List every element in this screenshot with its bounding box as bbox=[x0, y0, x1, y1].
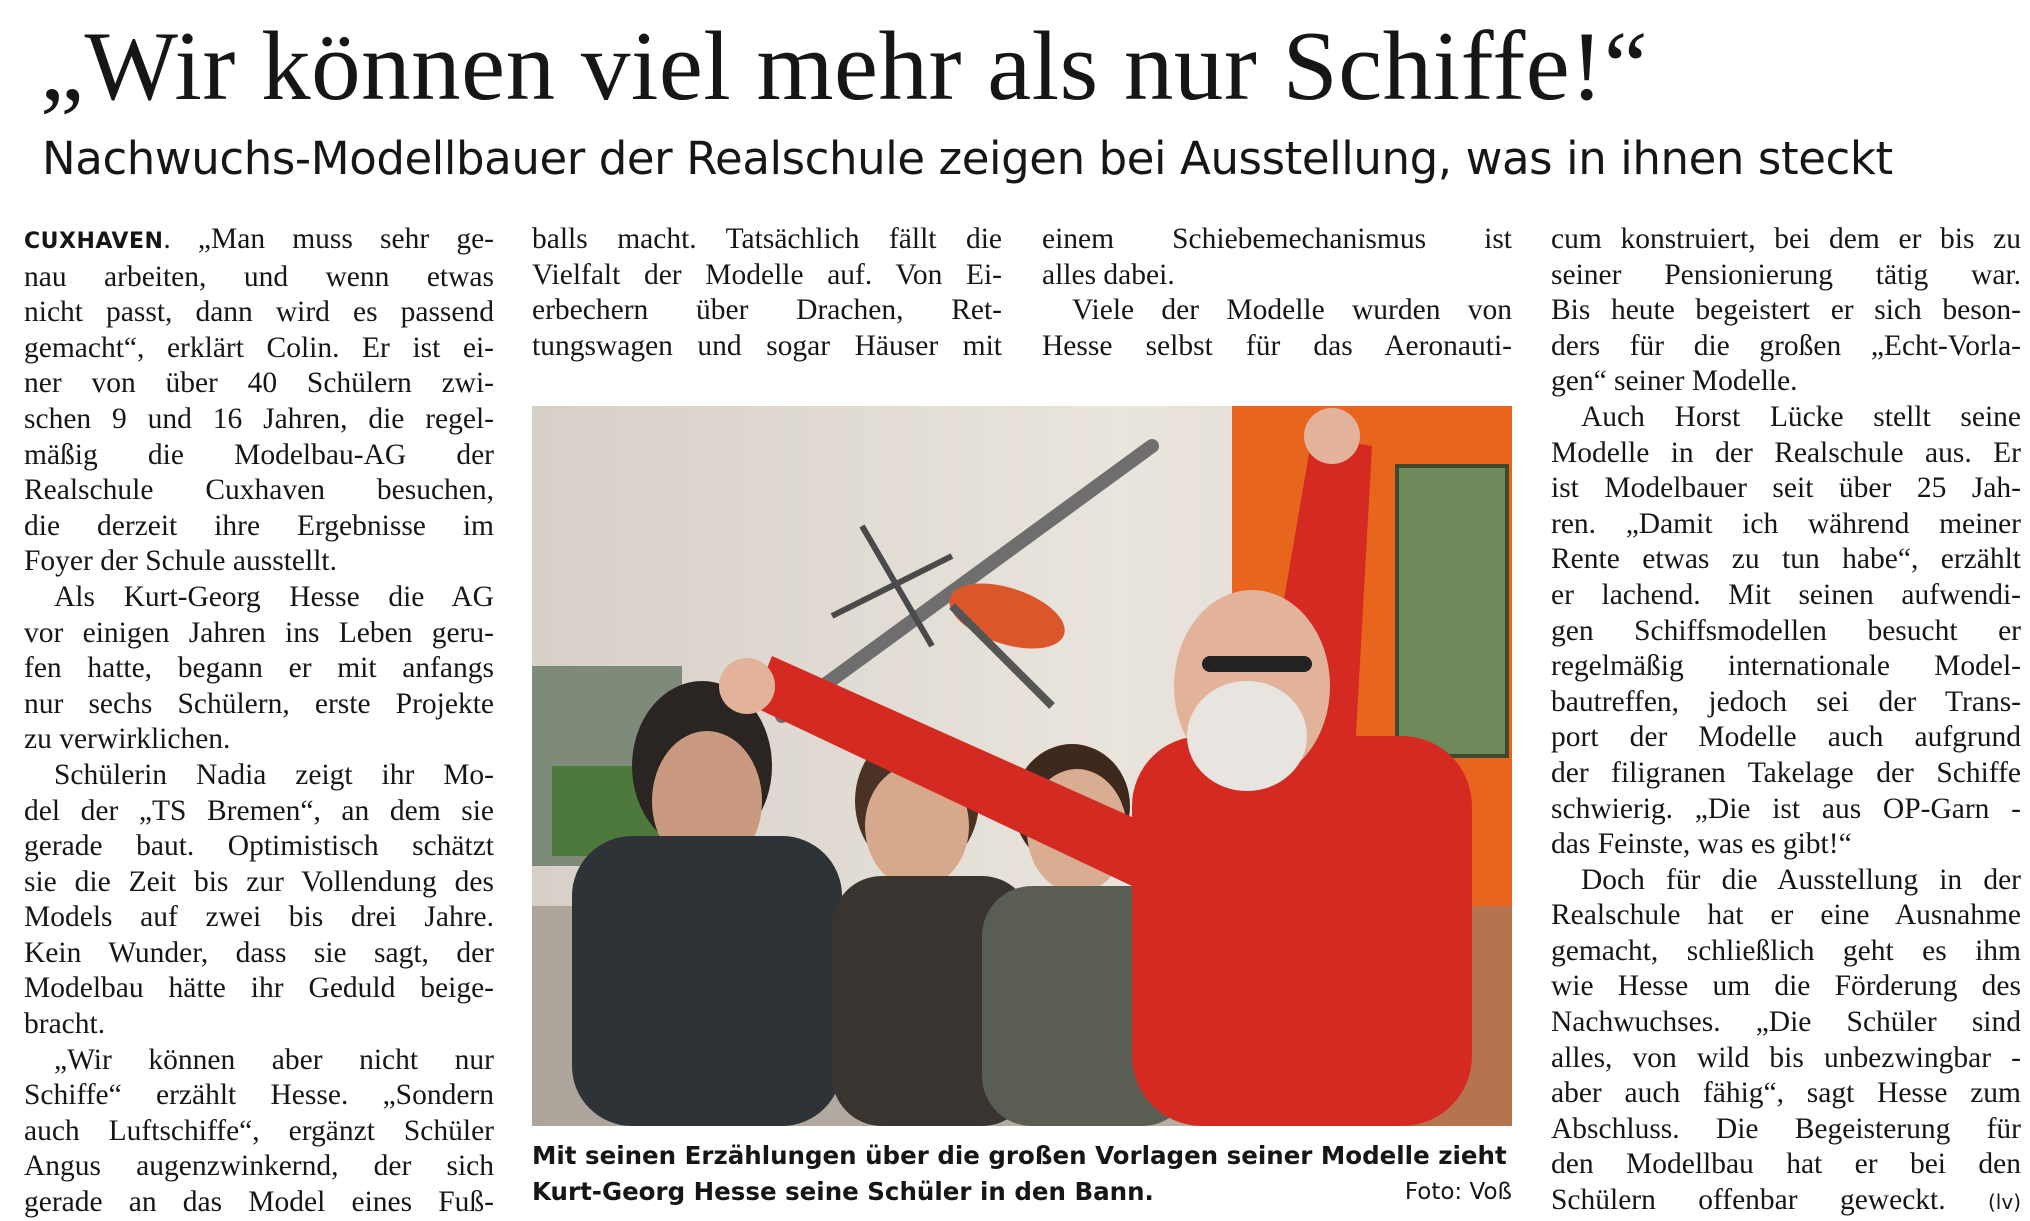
text-line: alles dabei. bbox=[1042, 258, 1175, 291]
paragraph bbox=[1551, 863, 2021, 1221]
article-column-3 bbox=[1042, 222, 1512, 364]
text-line: Hesse selbst für das Aeronauti- bbox=[1042, 329, 1512, 362]
text-line: regelmäßig internationale Model- bbox=[1551, 650, 2021, 683]
text-line: CUXHAVEN. „Man muss sehr ge- bbox=[24, 223, 494, 255]
text-line: fen hatte, begann er mit anfangs bbox=[24, 652, 494, 685]
subheadline: Nachwuchs-Modellbauer der Realschule zeigen bei Ausstellung, was in ihnen steckt bbox=[42, 132, 1893, 185]
text-line: Kein Wunder, dass sie sagt, der bbox=[24, 936, 494, 969]
text-line: zu verwirklichen. bbox=[24, 723, 231, 756]
text-line: ist Modelbauer seit über 25 Jah- bbox=[1551, 472, 2021, 505]
text-line: nur sechs Schülern, erste Projekte bbox=[24, 687, 494, 720]
text-line: gen Schiffsmodellen besucht er bbox=[1551, 614, 2021, 647]
text-line: Schülern offenbar geweckt. (lv) bbox=[1551, 1184, 2021, 1217]
text-line: ner von über 40 Schülern zwi- bbox=[24, 367, 494, 400]
text-line: Modelbau hätte ihr Geduld beige- bbox=[24, 972, 494, 1005]
text-line: Realschule Cuxhaven besuchen, bbox=[24, 474, 494, 507]
article-column-2 bbox=[532, 222, 1002, 364]
text-line: erbechern über Drachen, Ret- bbox=[532, 294, 1002, 327]
text-line: Vielfalt der Modelle auf. Von Ei- bbox=[532, 258, 1002, 291]
text-line: Bis heute begeistert er sich beson- bbox=[1551, 294, 2021, 327]
text-line: Nachwuchses. „Die Schüler sind bbox=[1551, 1006, 2021, 1039]
text-line: Angus augenzwinkernd, der sich bbox=[24, 1150, 494, 1183]
photo-caption bbox=[532, 1138, 1512, 1210]
text-line: auch Luftschiffe“, ergänzt Schüler bbox=[24, 1114, 494, 1147]
text-line: mäßig die Modelbau-AG der bbox=[24, 438, 494, 471]
paragraph bbox=[1551, 400, 2021, 863]
text-line: gen“ seiner Modelle. bbox=[1551, 365, 1798, 398]
text-line: tungswagen und sogar Häuser mit bbox=[532, 329, 1002, 362]
photo-illustration bbox=[532, 406, 1512, 1126]
caption-line: Mit seinen Erzählungen über die großen Vorlagen seiner Modelle zieht bbox=[532, 1141, 1507, 1170]
text-line: Schülerin Nadia zeigt ihr Mo- bbox=[54, 758, 494, 791]
article-photo bbox=[532, 406, 1512, 1126]
text-line: das Feinste, was es gibt!“ bbox=[1551, 828, 1852, 861]
paragraph bbox=[24, 1043, 494, 1221]
text-line: gerade baut. Optimistisch schätzt bbox=[24, 830, 494, 863]
text-line: Modelle in der Realschule aus. Er bbox=[1551, 436, 2021, 469]
headline: „Wir können viel mehr als nur Schiffe!“ bbox=[40, 12, 1649, 121]
text-line: del der „TS Bremen“, an dem sie bbox=[24, 794, 494, 827]
text-line: cum konstruiert, bei dem er bis zu bbox=[1551, 223, 2021, 255]
dateline: CUXHAVEN bbox=[24, 229, 164, 254]
text-line: balls macht. Tatsächlich fällt die bbox=[532, 223, 1002, 255]
text-line: alles, von wild bis unbezwingbar - bbox=[1551, 1041, 2021, 1074]
text-line: gemacht“, erklärt Colin. Er ist ei- bbox=[24, 331, 494, 364]
text-line: Doch für die Ausstellung in der bbox=[1581, 863, 2021, 896]
text-line: bautreffen, jedoch sei der Trans- bbox=[1551, 685, 2021, 718]
text-line: er lachend. Mit seinen aufwendi- bbox=[1551, 578, 2021, 611]
paragraph bbox=[532, 222, 1002, 364]
paragraph bbox=[24, 222, 494, 580]
text-line: Rente etwas zu tun habe“, erzählt bbox=[1551, 543, 2021, 576]
text-line: ders für die großen „Echt-Vorla- bbox=[1551, 329, 2021, 362]
text-line: schen 9 und 16 Jahren, die regel- bbox=[24, 402, 494, 435]
text-line: Schiffe“ erzählt Hesse. „Sondern bbox=[24, 1079, 494, 1112]
text-line: die derzeit ihre Ergebnisse im bbox=[24, 509, 494, 542]
author-signature: (lv) bbox=[1988, 1190, 2021, 1215]
text-line: Abschluss. Die Begeisterung für bbox=[1551, 1112, 2021, 1145]
paragraph bbox=[1551, 222, 2021, 400]
article-column-1 bbox=[24, 222, 494, 1221]
paragraph bbox=[1042, 222, 1512, 293]
text-line: seiner Pensionierung tätig war. bbox=[1551, 258, 2021, 291]
text-line: der filigranen Takelage der Schiffe bbox=[1551, 756, 2021, 789]
text-line: Realschule hat er eine Ausnahme bbox=[1551, 899, 2021, 932]
text-line: Als Kurt-Georg Hesse die AG bbox=[54, 580, 494, 613]
paragraph bbox=[24, 758, 494, 1043]
article-column-4 bbox=[1551, 222, 2021, 1221]
text-line: Auch Horst Lücke stellt seine bbox=[1581, 400, 2021, 433]
text-line: Models auf zwei bis drei Jahre. bbox=[24, 901, 494, 934]
text-line: einem Schiebemechanismus ist bbox=[1042, 223, 1512, 255]
text-line: gemacht, schließlich geht es ihm bbox=[1551, 934, 2021, 967]
text-line: bracht. bbox=[24, 1008, 106, 1041]
text-line: ren. „Damit ich während meiner bbox=[1551, 507, 2021, 540]
text-line: nicht passt, dann wird es passend bbox=[24, 296, 494, 329]
paragraph bbox=[1042, 293, 1512, 364]
text-line: Viele der Modelle wurden von bbox=[1072, 294, 1512, 327]
text-line: vor einigen Jahren ins Leben geru- bbox=[24, 616, 494, 649]
paragraph bbox=[24, 580, 494, 758]
text-line: sie die Zeit bis zur Vollendung des bbox=[24, 865, 494, 898]
photo-credit: Foto: Voß bbox=[1404, 1179, 1512, 1205]
text-line: aber auch fähig“, sagt Hesse zum bbox=[1551, 1077, 2021, 1110]
text-line: wie Hesse um die Förderung des bbox=[1551, 970, 2021, 1003]
text-line: Foyer der Schule ausstellt. bbox=[24, 545, 337, 578]
wall-painting bbox=[1397, 466, 1507, 756]
caption-line: Kurt-Georg Hesse seine Schüler in den Bann. Foto: Voß bbox=[532, 1174, 1512, 1210]
text-line: den Modellbau hat er bei den bbox=[1551, 1148, 2021, 1181]
text-line: gerade an das Model eines Fuß- bbox=[24, 1186, 494, 1219]
text-line: nau arbeiten, und wenn etwas bbox=[24, 260, 494, 293]
text-line: port der Modelle auch aufgrund bbox=[1551, 721, 2021, 754]
text-line: schwierig. „Die ist aus OP-Garn - bbox=[1551, 792, 2021, 825]
text-line: „Wir können aber nicht nur bbox=[54, 1043, 494, 1076]
